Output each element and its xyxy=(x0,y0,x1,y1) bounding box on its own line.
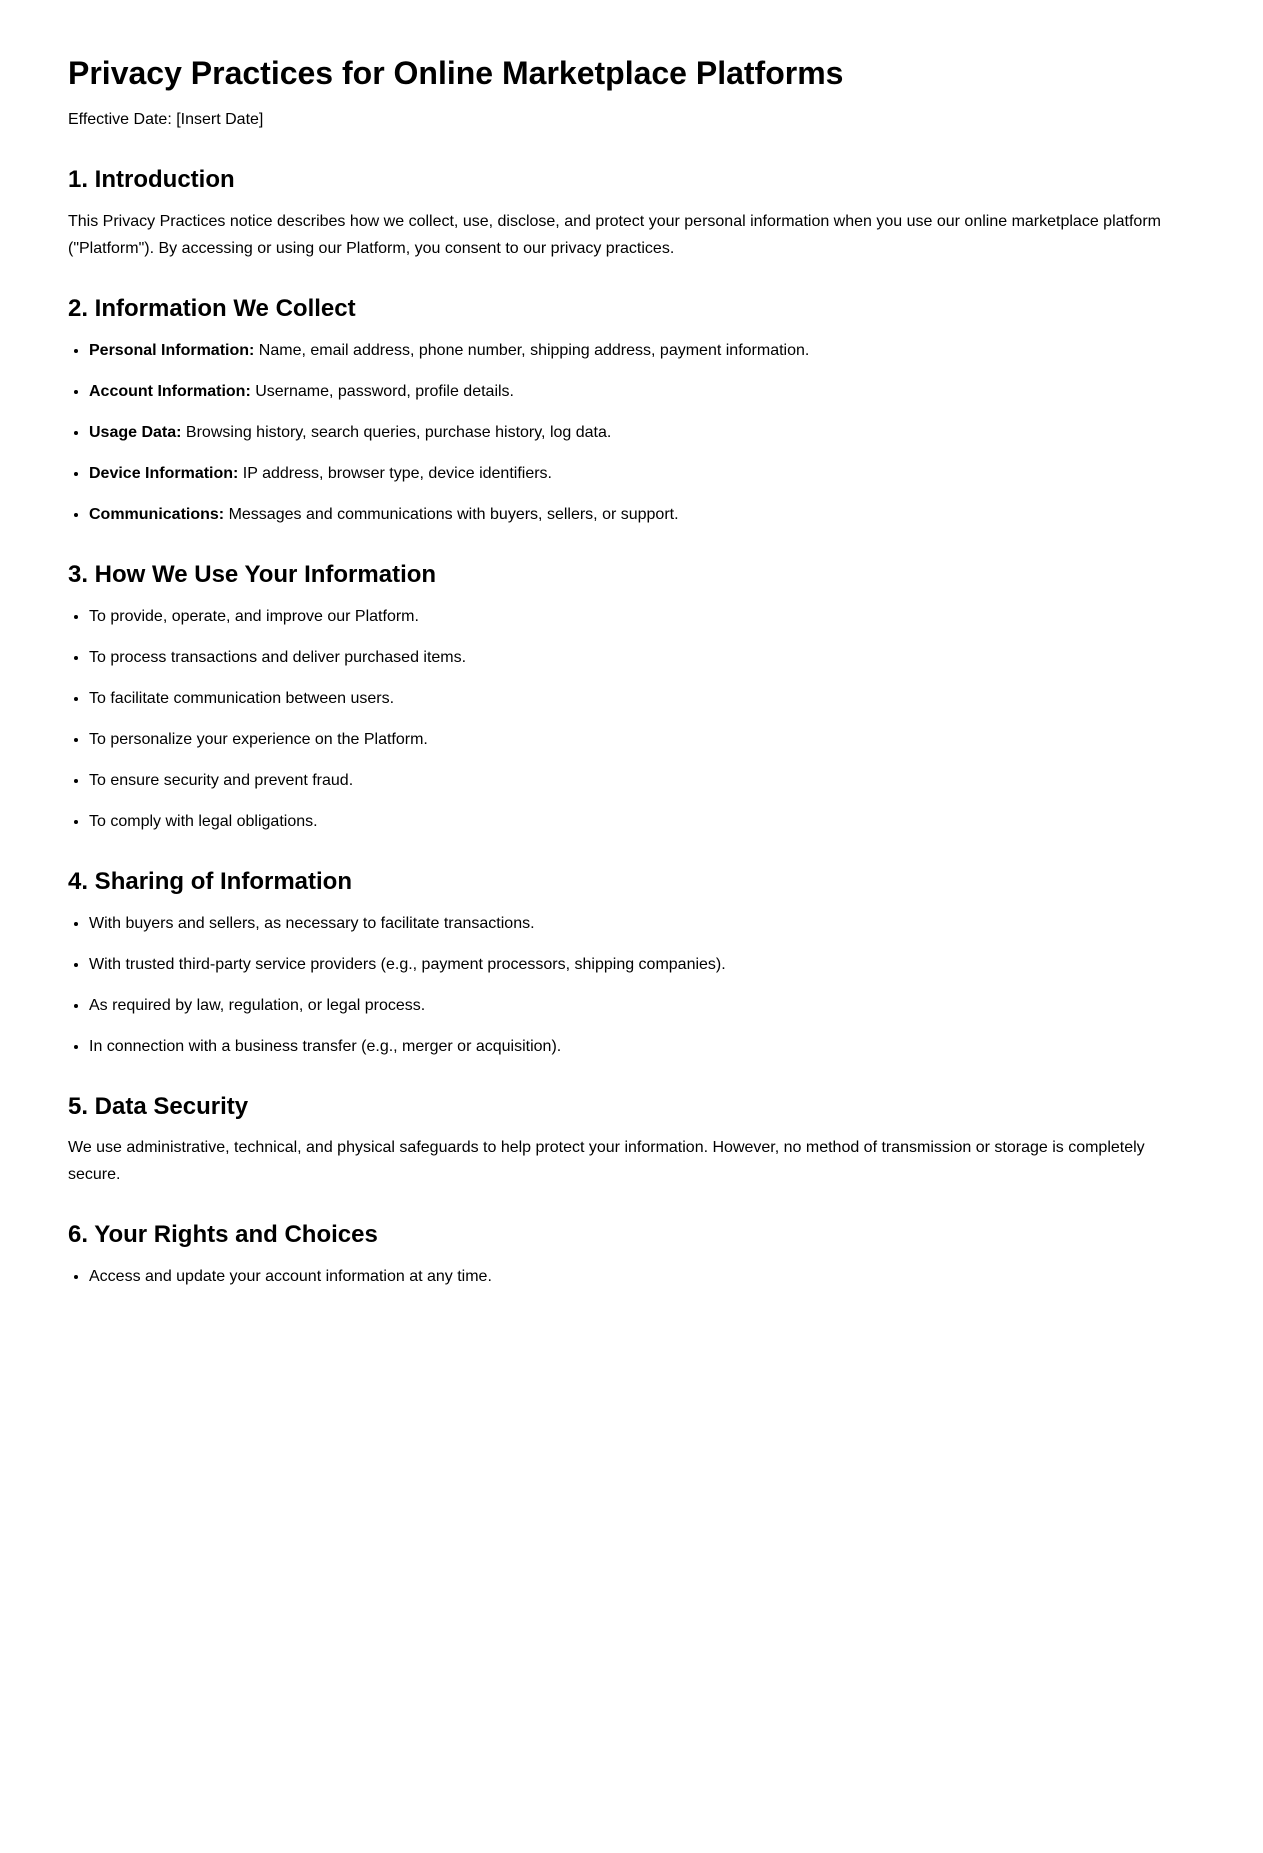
bullet-list xyxy=(68,1263,1195,1290)
bullet-item: • In connection with a business transfer (e.g., merger or acquisition). xyxy=(89,1033,1195,1060)
bullet-item: • Usage Data: Browsing history, search queries, purchase history, log data. xyxy=(89,419,1195,446)
bullet-item: • To provide, operate, and improve our Platform. xyxy=(89,603,1195,630)
bullet-item: • Access and update your account information at any time. xyxy=(89,1263,1195,1290)
bullet-item: • As required by law, regulation, or legal process. xyxy=(89,992,1195,1019)
bullet-label: Account Information: xyxy=(89,382,251,400)
bullet-item: • With trusted third-party service providers (e.g., payment processors, shipping companies). xyxy=(89,951,1195,978)
page-title: Privacy Practices for Online Marketplace Platforms xyxy=(68,55,844,91)
bullet-item: • To comply with legal obligations. xyxy=(89,808,1195,835)
bullet-list xyxy=(68,337,1195,528)
bullet-item: • To facilitate communication between users. xyxy=(89,685,1195,712)
effective-date: Effective Date: [Insert Date] xyxy=(68,111,264,129)
section-heading: 5. Data Security xyxy=(68,1092,249,1120)
bullet-label: Personal Information: xyxy=(89,341,255,359)
section-heading: 3. How We Use Your Information xyxy=(68,560,437,588)
section-heading: 2. Information We Collect xyxy=(68,295,356,323)
section-heading: 4. Sharing of Information xyxy=(68,867,353,895)
bullet-item: • Personal Information: Name, email address, phone number, shipping address, payment information. xyxy=(89,337,1195,364)
bullet-item: • To ensure security and prevent fraud. xyxy=(89,767,1195,794)
document-section xyxy=(68,1221,1195,1290)
document-section xyxy=(68,295,1195,528)
bullet-label: Device Information: xyxy=(89,464,239,482)
bullet-list xyxy=(68,910,1195,1060)
bullet-item: • With buyers and sellers, as necessary to facilitate transactions. xyxy=(89,910,1195,937)
bullet-item: • Account Information: Username, password, profile details. xyxy=(89,378,1195,405)
bullet-label: Communications: xyxy=(89,505,225,523)
bullet-item: • Device Information: IP address, browser type, device identifiers. xyxy=(89,460,1195,487)
document-section xyxy=(68,868,1195,1060)
bullet-label: Usage Data: xyxy=(89,423,182,441)
document-section xyxy=(68,166,1195,262)
section-heading: 1. Introduction xyxy=(68,166,235,194)
section-heading: 6. Your Rights and Choices xyxy=(68,1221,378,1249)
bullet-item: • To process transactions and deliver purchased items. xyxy=(89,644,1195,671)
bullet-item: • To personalize your experience on the Platform. xyxy=(89,726,1195,753)
document-sections xyxy=(68,166,1195,1290)
bullet-item: • Communications: Messages and communications with buyers, sellers, or support. xyxy=(89,501,1195,528)
document-section xyxy=(68,561,1195,835)
bullet-list xyxy=(68,603,1195,835)
document-section xyxy=(68,1093,1195,1189)
section-paragraph: This Privacy Practices notice describes how we collect, use, disclose, and protect your personal information when you use our online marketplace platform ("Platform"). By accessing or using our Platform, you consent to our privacy practices. xyxy=(68,213,1161,258)
section-paragraph: We use administrative, technical, and physical safeguards to help protect your information. However, no method of transmission or storage is completely secure. xyxy=(68,1139,1145,1184)
